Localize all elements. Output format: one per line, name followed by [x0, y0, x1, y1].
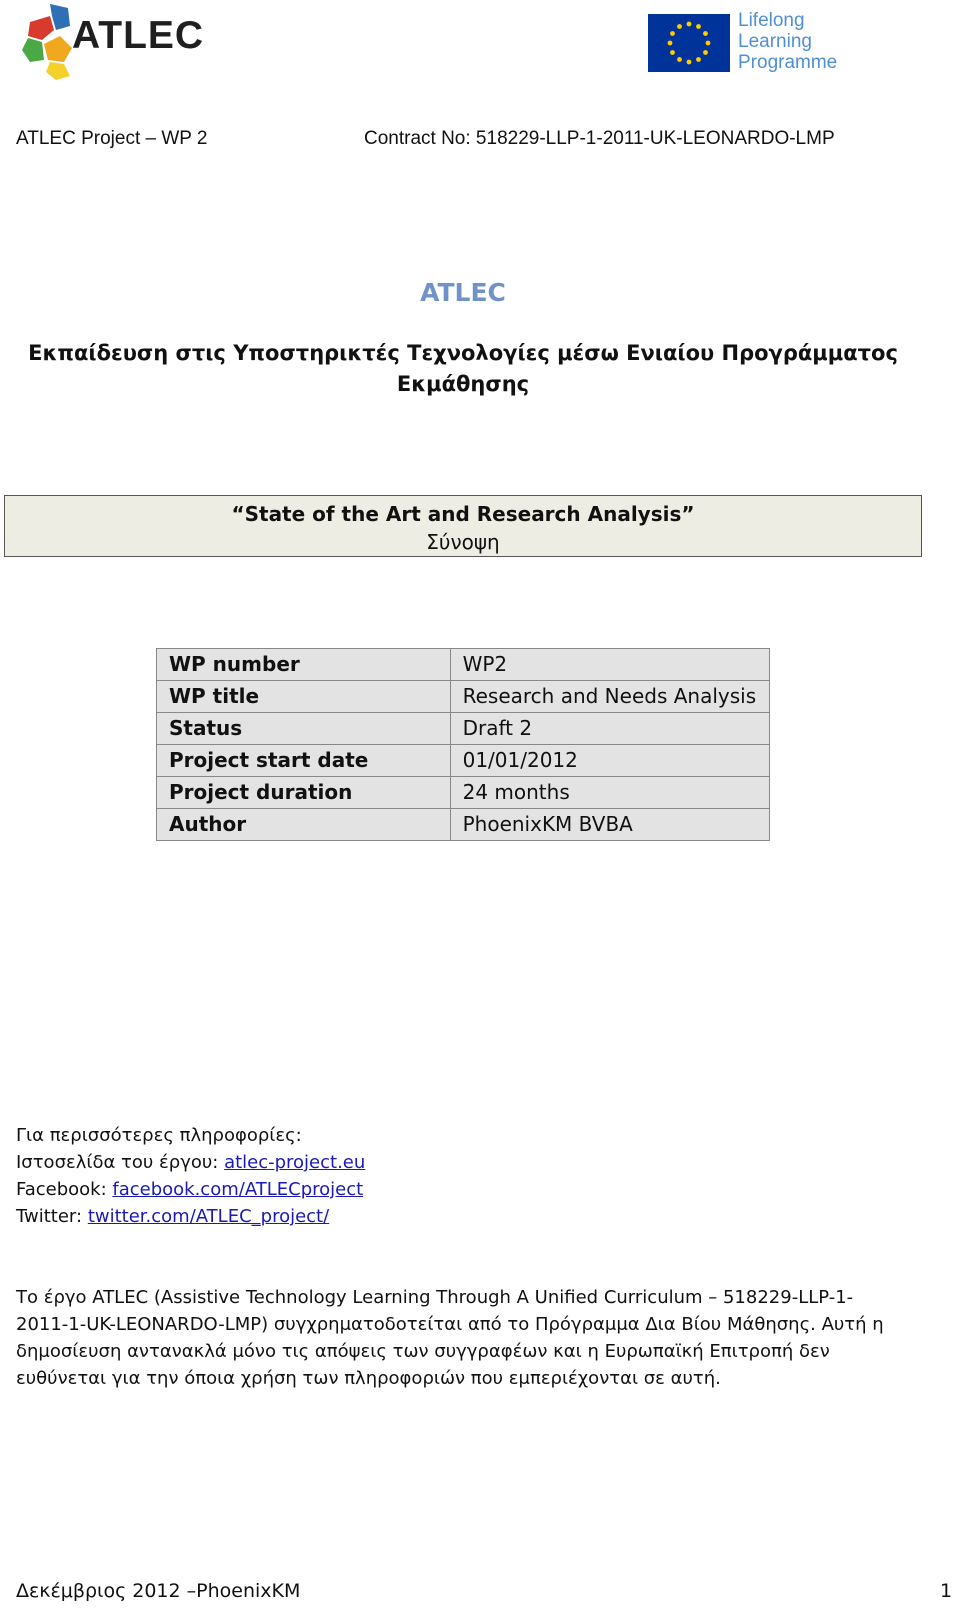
row-key: Project duration [157, 777, 451, 809]
twitter-link[interactable]: twitter.com/ATLEC_project/ [87, 1206, 330, 1227]
website-label: Ιστοσελίδα του έργου: [16, 1152, 225, 1173]
facebook-link[interactable]: facebook.com/ATLECproject [112, 1179, 364, 1200]
row-value: PhoenixKM BVBA [450, 809, 769, 841]
table-row [157, 649, 770, 681]
llp-logo-line: Programme [738, 52, 838, 73]
website-line [16, 1149, 365, 1176]
website-link[interactable]: atlec-project.eu [224, 1152, 366, 1173]
document-title: ATLEC [420, 278, 506, 307]
atlec-logo-wordmark: ATLEC [72, 14, 205, 57]
contact-heading: Για περισσότερες πληροφορίες: [16, 1125, 302, 1146]
report-title-box [4, 495, 922, 557]
row-key: Status [157, 713, 451, 745]
row-value: 24 months [450, 777, 769, 809]
contact-block [16, 1122, 365, 1230]
header-project: ATLEC Project – WP 2 [16, 128, 208, 149]
atlec-logo [20, 0, 230, 82]
page-number: 1 [940, 1580, 953, 1602]
row-value: Draft 2 [450, 713, 769, 745]
llp-logo-line: Lifelong [738, 10, 805, 31]
footer-date-author: Δεκέμβριος 2012 –PhoenixKM [16, 1580, 301, 1602]
twitter-label: Twitter: [16, 1206, 88, 1227]
row-key: WP title [157, 681, 451, 713]
puzzle-icon [20, 0, 80, 82]
project-info-table [156, 648, 770, 841]
table-row [157, 745, 770, 777]
row-value: 01/01/2012 [450, 745, 769, 777]
facebook-line [16, 1176, 365, 1203]
row-key: WP number [157, 649, 451, 681]
row-key: Author [157, 809, 451, 841]
table-row [157, 809, 770, 841]
eu-flag-icon [648, 14, 730, 72]
table-row [157, 713, 770, 745]
funding-disclaimer: Το έργο ATLEC (Assistive Technology Learning Through A Unified Curriculum – 518229-LLP-1-2011-1-UK-LEONARDO-LMP) συγχρηματοδοτείται από το Πρόγραμμα Δια Βίου Μάθησης. Αυτή η δημοσίευση αντανακλά μόνο τις απόψεις των συγγραφέων και η Ευρωπαϊκή Επιτροπή δεν ευθύνεται για την όποια χρήση των πληροφοριών που εμπεριέχονται σε αυτή. [16, 1287, 884, 1389]
row-key: Project start date [157, 745, 451, 777]
facebook-label: Facebook: [16, 1179, 113, 1200]
report-title: “State of the Art and Research Analysis” [231, 502, 695, 526]
row-value: WP2 [450, 649, 769, 681]
report-type: Σύνοψη [426, 530, 500, 554]
table-row [157, 681, 770, 713]
twitter-line [16, 1203, 365, 1230]
row-value: Research and Needs Analysis [450, 681, 769, 713]
llp-logo [648, 10, 848, 76]
header-contract: Contract No: 518229-LLP-1-2011-UK-LEONARDO-LMP [364, 128, 835, 149]
llp-logo-line: Learning [738, 31, 812, 52]
document-subtitle: Εκπαίδευση στις Υποστηρικτές Τεχνολογίες μέσω Ενιαίου Προγράμματος Εκμάθησης [28, 341, 898, 396]
table-row [157, 777, 770, 809]
